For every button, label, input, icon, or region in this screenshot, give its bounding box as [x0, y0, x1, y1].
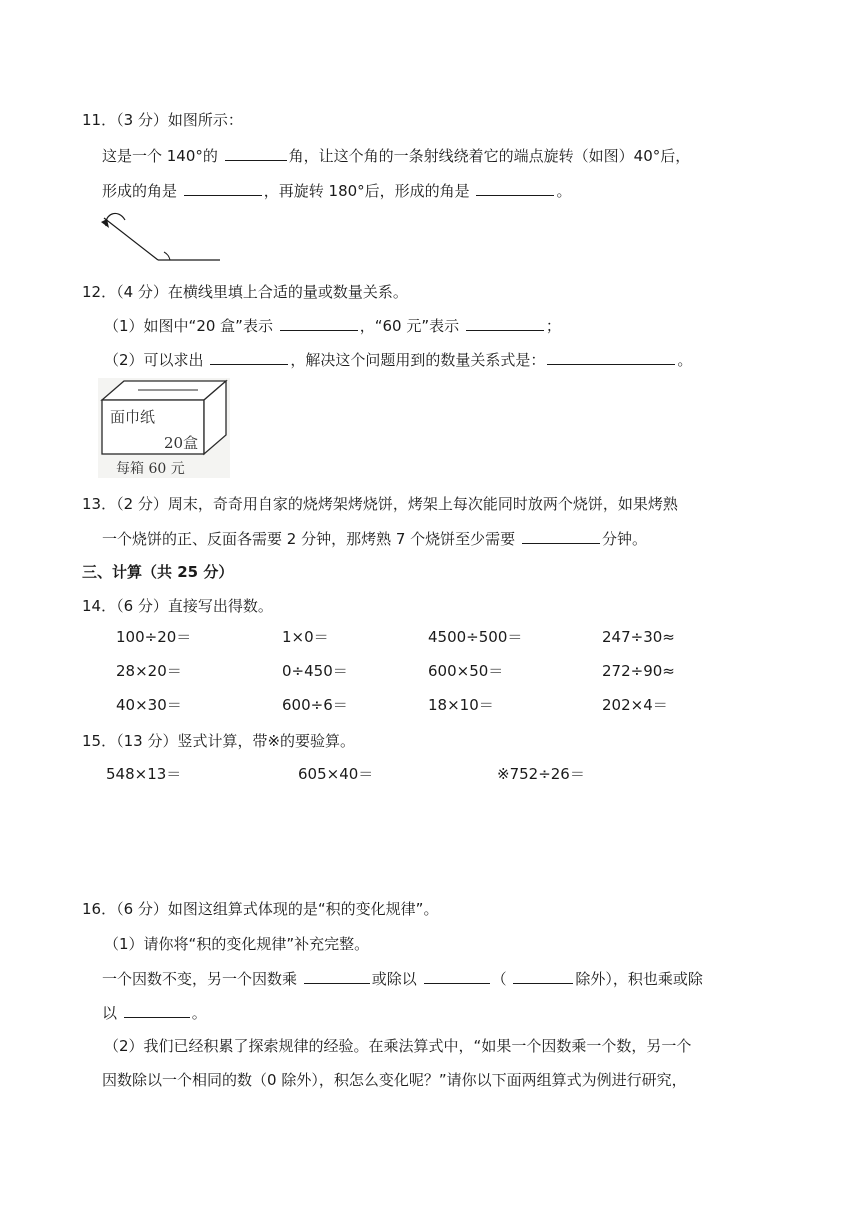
q16-rule-f: 。 [191, 1004, 207, 1022]
q15-item-1: 548×13＝ [106, 765, 182, 783]
q16-sub2-line2: 因数除以一个相同的数（0 除外），积怎么变化呢？”请你以下面两组算式为例进行研究， [102, 1071, 687, 1089]
q12-sub1-b: ，“60 元”表示 [359, 317, 464, 335]
angle-slant-ray [104, 218, 158, 260]
q14-r1c3: 4500÷500＝ [428, 628, 523, 646]
q16-rule-e: 以 [102, 1004, 122, 1022]
q14-r1c4: 247÷30≈ [602, 628, 675, 646]
q11-line2 [102, 180, 571, 201]
q11-line1-b: 角，让这个角的一条射线绕着它的端点旋转（如图）40°后， [288, 147, 691, 165]
q12-blank-2[interactable] [466, 315, 544, 331]
q11-line2-a: 形成的角是 [102, 182, 182, 200]
q13-blank-1[interactable] [522, 528, 600, 544]
q12-blank-3[interactable] [210, 349, 288, 365]
q12-sub2-b: ，解决这个问题用到的数量关系式是： [290, 351, 546, 369]
section-3-title: 三、计算（共 25 分） [82, 563, 234, 581]
q12-tissue-box-figure [98, 378, 230, 478]
q16-blank-4[interactable] [124, 1002, 190, 1018]
q13-line2-a: 一个烧饼的正、反面各需要 2 分钟，那烤熟 7 个烧饼至少需要 [102, 530, 520, 548]
q16-rule-c: （ [491, 970, 512, 988]
q15-item-3: ※752÷26＝ [497, 765, 585, 783]
q14-r2c1: 28×20＝ [116, 662, 182, 680]
q11-line2-b: ，再旋转 180°后，形成的角是 [263, 182, 475, 200]
q11-line1-a: 这是一个 140°的 [102, 147, 223, 165]
q13-line2-b: 分钟。 [601, 530, 647, 548]
q12-sub1 [104, 315, 561, 336]
q16-rule-line2 [102, 1002, 207, 1023]
q12-sub1-a: （1）如图中“20 盒”表示 [104, 317, 278, 335]
q16-rule-a: 一个因数不变，另一个因数乘 [102, 970, 302, 988]
q16-sub2-line1: （2）我们已经积累了探索规律的经验。在乘法算式中，“如果一个因数乘一个数，另一个 [104, 1037, 692, 1055]
q11-line1 [102, 145, 690, 166]
q14-r3c2: 600÷6＝ [282, 696, 348, 714]
q14-r3c4: 202×4＝ [602, 696, 668, 714]
q14-head: 14．（6 分）直接写出得数。 [82, 597, 273, 615]
q16-blank-2[interactable] [424, 968, 490, 984]
q12-blank-4[interactable] [547, 349, 675, 365]
q15-work-area[interactable] [82, 792, 782, 892]
q15-item-2: 605×40＝ [298, 765, 374, 783]
q15-head: 15．（13 分）竖式计算，带※的要验算。 [82, 732, 356, 750]
q16-rule-line1 [102, 968, 703, 989]
q12-head: 12．（4 分）在横线里填上合适的量或数量关系。 [82, 283, 408, 301]
q11-head: 11．（3 分）如图所示： [82, 111, 243, 129]
q13-line1: 13．（2 分）周末，奇奇用自家的烧烤架烤烧饼，烤架上每次能同时放两个烧饼，如果烤熟 [82, 495, 678, 513]
q13-line2 [102, 528, 647, 549]
q12-sub2-a: （2）可以求出 [104, 351, 209, 369]
q11-line2-c: 。 [556, 182, 572, 200]
q12-sub2-c: 。 [677, 351, 693, 369]
q16-sub1: （1）请你将“积的变化规律”补充完整。 [104, 935, 370, 953]
q12-blank-1[interactable] [280, 315, 358, 331]
q11-blank-1[interactable] [225, 145, 287, 161]
q14-r2c2: 0÷450＝ [282, 662, 348, 680]
angle-arc [164, 252, 170, 260]
q11-angle-figure [98, 208, 223, 266]
q14-r2c3: 600×50＝ [428, 662, 504, 680]
box-price: 每箱 60 元 [116, 461, 185, 477]
q14-r1c1: 100÷20＝ [116, 628, 192, 646]
q12-sub1-c: ； [545, 317, 561, 335]
box-label: 面巾纸 [110, 408, 156, 426]
q16-rule-b: 或除以 [371, 970, 422, 988]
q16-rule-d: 除外），积也乘或除 [575, 970, 703, 988]
q11-blank-3[interactable] [476, 180, 554, 196]
q16-head: 16．（6 分）如图这组算式体现的是“积的变化规律”。 [82, 900, 439, 918]
q14-r1c2: 1×0＝ [282, 628, 329, 646]
q12-sub2 [104, 349, 692, 370]
q11-blank-2[interactable] [184, 180, 262, 196]
rotation-arrow-icon [106, 213, 125, 226]
q14-r3c1: 40×30＝ [116, 696, 182, 714]
box-count: 20盒 [164, 434, 199, 452]
q14-r3c3: 18×10＝ [428, 696, 494, 714]
q16-blank-3[interactable] [513, 968, 573, 984]
q14-r2c4: 272÷90≈ [602, 662, 675, 680]
q16-blank-1[interactable] [304, 968, 370, 984]
